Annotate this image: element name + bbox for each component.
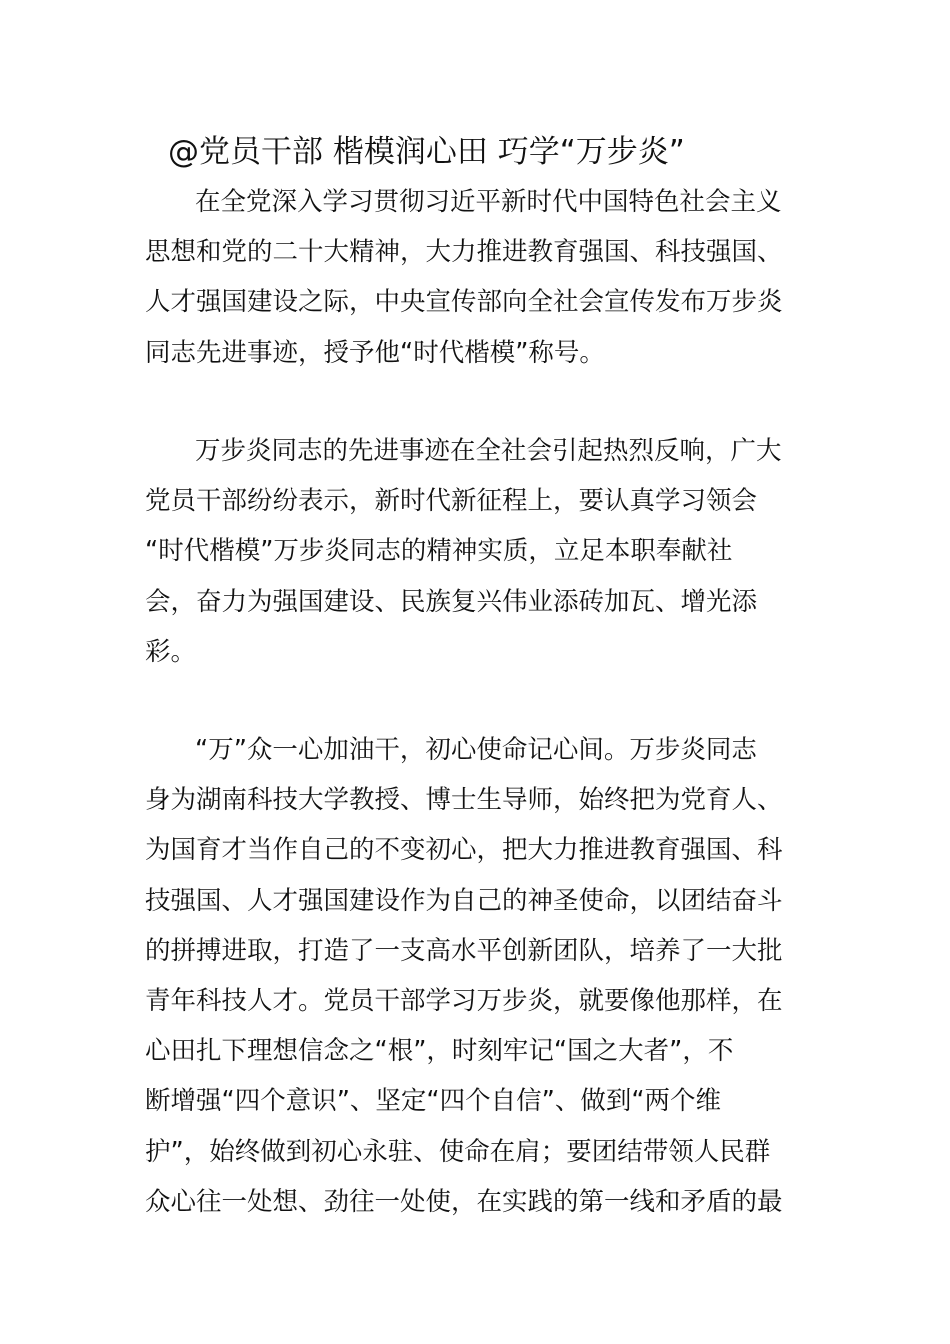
text-line: 护”，始终做到初心永驻、使命在肩；要团结带领人民群: [145, 1136, 771, 1167]
text-line: 的拼搏进取，打造了一支高水平创新团队，培养了一大批: [145, 935, 783, 966]
text-line: “时代楷模”万步炎同志的精神实质，立足本职奉献社: [145, 536, 733, 567]
text-line: 彩。: [145, 636, 197, 667]
paragraph-2: [145, 426, 810, 677]
text-line: 为国育才当作自己的不变初心，把大力推进教育强国、科: [145, 835, 783, 866]
text-line: 众心往一处想、劲往一处使，在实践的第一线和矛盾的最: [145, 1186, 783, 1217]
document-title: @党员干部 楷模润心田 巧学“万步炎”: [168, 134, 685, 170]
text-line: 思想和党的二十大精神，大力推进教育强国、科技强国、: [145, 237, 783, 268]
text-line: 同志先进事迹，授予他“时代楷模”称号。: [145, 337, 605, 368]
text-line: 技强国、人才强国建设作为自己的神圣使命，以团结奋斗: [145, 885, 783, 916]
text-line: 会，奋力为强国建设、民族复兴伟业添砖加瓦、增光添: [145, 586, 758, 617]
paragraph-3: [145, 725, 810, 1227]
text-line: 身为湖南科技大学教授、博士生导师，始终把为党育人、: [145, 785, 783, 816]
text-line: 万步炎同志的先进事迹在全社会引起热烈反响，广大: [195, 436, 782, 466]
text-line: 在全党深入学习贯彻习近平新时代中国特色社会主义: [195, 187, 782, 217]
text-line: “万”众一心加油干，初心使命记心间。万步炎同志: [195, 735, 757, 765]
text-line: 党员干部纷纷表示，新时代新征程上，要认真学习领会: [145, 486, 758, 517]
text-line: 心田扎下理想信念之“根”，时刻牢记“国之大者”，不: [145, 1036, 734, 1067]
text-line: 人才强国建设之际，中央宣传部向全社会宣传发布万步炎: [145, 287, 783, 318]
text-line: 断增强“四个意识”、坚定“四个自信”、做到“两个维: [145, 1086, 722, 1117]
paragraph-1: [145, 177, 810, 378]
text-line: 青年科技人才。党员干部学习万步炎，就要像他那样，在: [145, 986, 783, 1017]
